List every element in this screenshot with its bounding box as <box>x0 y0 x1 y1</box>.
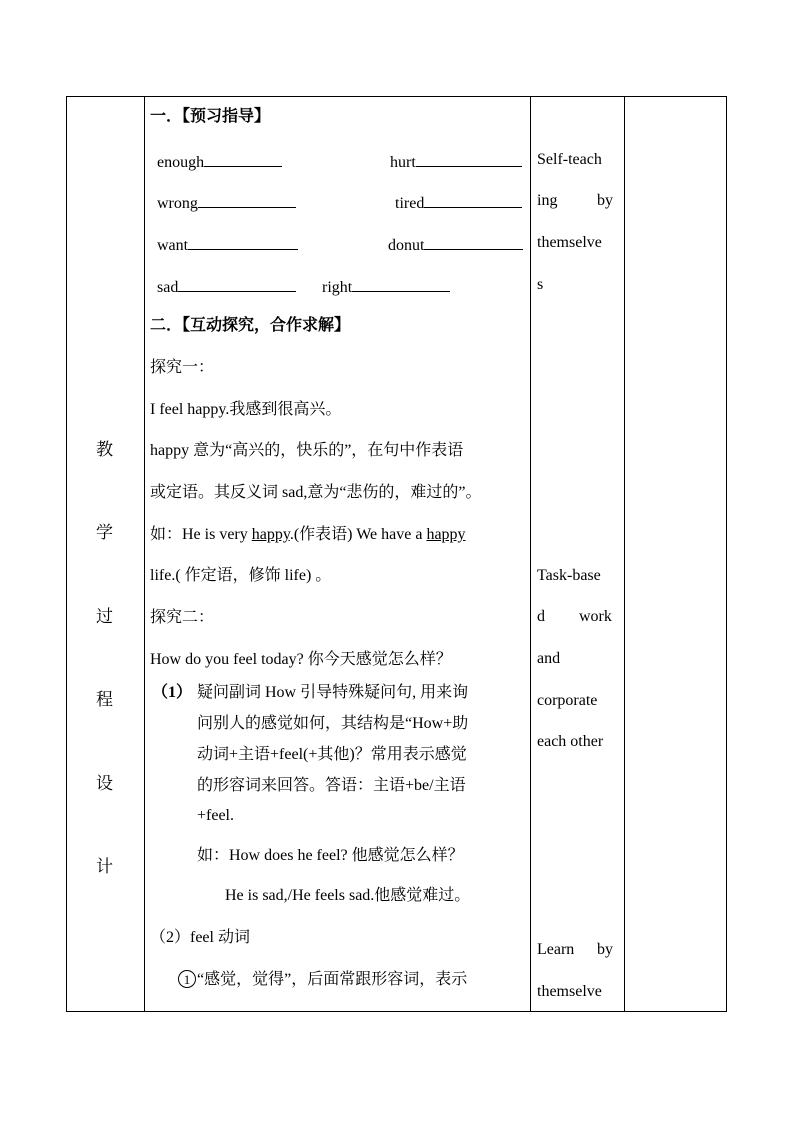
vocab-item <box>388 233 523 256</box>
vocab-word: hurt <box>390 154 416 171</box>
stage-char: 过 <box>96 607 113 626</box>
method-line: Task-base <box>537 567 601 584</box>
method-line: themselve <box>537 983 602 1000</box>
example-text: .(作表语) We have a <box>289 526 427 543</box>
vocab-item <box>157 233 298 256</box>
method-word: by <box>597 941 613 958</box>
explanation-line: 疑问副词 How 引导特殊疑问句, 用来询 <box>197 684 469 701</box>
answer-blank[interactable] <box>204 150 282 167</box>
underlined-word: happy <box>426 526 466 543</box>
answer-blank[interactable] <box>188 233 298 250</box>
method-word: ing <box>537 192 558 209</box>
point-number: （1） <box>152 684 193 701</box>
explore-title: 探究一： <box>150 359 215 376</box>
vocab-word: sad <box>157 279 179 296</box>
example-text: 如：He is very <box>150 526 252 543</box>
method-word: Learn <box>537 941 575 958</box>
answer-blank[interactable] <box>416 150 522 167</box>
vocab-word: right <box>322 279 353 296</box>
stage-char: 计 <box>96 857 113 876</box>
vocab-item <box>390 150 522 173</box>
method-line: each other <box>537 733 604 750</box>
stage-char: 教 <box>96 440 113 459</box>
example-line: life.( 作定语，修饰 life) 。 <box>150 567 332 584</box>
example-line <box>150 525 466 545</box>
method-line: and <box>537 650 561 667</box>
section-title-preview: 一．【预习指导】 <box>150 108 271 125</box>
explanation-line: 的形容词来回答。答语：主语+be/主语 <box>197 777 466 794</box>
answer-blank[interactable] <box>352 275 450 292</box>
vocab-word: tired <box>395 195 425 212</box>
point-line: （2）feel 动词 <box>150 929 250 946</box>
vocab-item <box>157 275 296 298</box>
vocab-word: donut <box>388 237 425 254</box>
method-word: work <box>579 608 612 625</box>
column-divider <box>144 97 145 1011</box>
explore-title: 探究二： <box>150 609 215 626</box>
example-sentence: I feel happy.我感到很高兴。 <box>150 401 342 418</box>
method-line: themselve <box>537 234 602 251</box>
column-divider <box>624 97 625 1011</box>
answer-blank[interactable] <box>198 191 296 208</box>
example-line: He is sad,/He feels sad.他感觉难过。 <box>225 887 471 904</box>
question-line: How do you feel today? 你今天感觉怎么样？ <box>150 651 452 668</box>
column-divider <box>530 97 531 1011</box>
answer-blank[interactable] <box>178 275 296 292</box>
method-line: corporate <box>537 692 598 709</box>
point-line <box>178 970 467 990</box>
point-text: “感觉，觉得”，后面常跟形容词，表示 <box>197 971 468 988</box>
answer-blank[interactable] <box>424 233 523 250</box>
vocab-word: want <box>157 237 189 254</box>
underlined-word: happy <box>251 526 290 543</box>
method-word: by <box>597 192 613 209</box>
answer-blank[interactable] <box>424 191 522 208</box>
vocab-item <box>157 191 296 214</box>
explanation-line: happy 意为“高兴的，快乐的”，在句中作表语 <box>150 442 464 459</box>
vocab-item <box>322 275 450 298</box>
explanation-line: +feel. <box>197 807 234 824</box>
stage-char: 设 <box>96 774 113 793</box>
vocab-word: enough <box>157 154 205 171</box>
method-line: s <box>537 276 544 293</box>
method-word: d <box>537 608 545 625</box>
method-line: Self-teach <box>537 151 602 168</box>
stage-char: 学 <box>96 523 113 542</box>
circled-number-icon: 1 <box>178 970 196 988</box>
vocab-item <box>157 150 282 173</box>
explanation-line: 问别人的感觉如何，其结构是“How+助 <box>197 715 469 732</box>
explanation-line: 或定语。其反义词 sad,意为“悲伤的，难过的”。 <box>150 484 482 501</box>
section-title-explore: 二．【互动探究，合作求解】 <box>150 317 351 334</box>
stage-char: 程 <box>96 690 113 709</box>
example-line: 如：How does he feel? 他感觉怎么样？ <box>197 847 464 864</box>
vocab-word: wrong <box>157 195 198 212</box>
explanation-line: 动词+主语+feel(+其他)？常用表示感觉 <box>197 746 467 763</box>
vocab-item <box>395 191 522 214</box>
